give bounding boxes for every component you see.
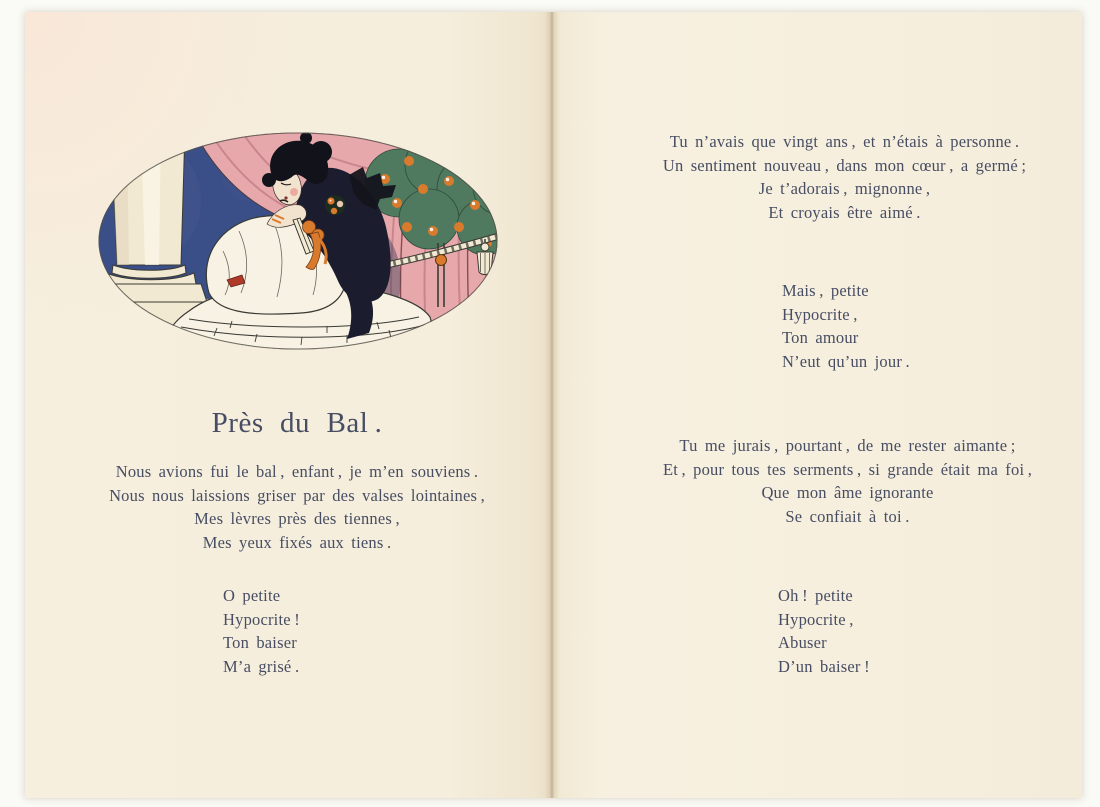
poem-line: O petite — [223, 586, 281, 605]
poem-line: Mais , petite — [782, 281, 869, 300]
cord-knot — [436, 255, 447, 266]
poem-title: Près du Bal . — [211, 407, 383, 439]
poem-line: Nous nous laissions griser par des valses lointaines , — [109, 485, 485, 505]
poem-line: Mes yeux fixés aux tiens . — [202, 532, 392, 552]
poem-line: Tu n’avais que vingt ans , et n’étais à personne . — [669, 132, 1020, 151]
poem-line: Mes lèvres près des tiennes , — [194, 509, 400, 528]
poem-line: Je t’adorais , mignonne , — [758, 179, 931, 198]
poem-line: Oh ! petite — [778, 586, 853, 605]
stanza — [551, 130, 1082, 224]
stanza — [25, 460, 551, 554]
left-page — [25, 12, 551, 798]
ball-vignette-illustration — [97, 131, 499, 351]
right-page — [551, 12, 1082, 798]
poem-line: Et , pour tous tes serments , si grande était ma foi , — [662, 459, 1033, 479]
poem-line: Et croyais être aimé . — [768, 202, 921, 222]
poem-line: Hypocrite , — [782, 304, 858, 324]
poem-line: Un sentiment nouveau , dans mon cœur , a germé ; — [662, 155, 1027, 175]
poem-line: Se confiait à toi . — [785, 506, 910, 526]
flower-corsage — [325, 195, 345, 215]
poem-line: Nous avions fui le bal , enfant , je m’en souviens . — [115, 462, 479, 481]
poem-line: M’a grisé . — [223, 656, 300, 676]
poem-line: Tu me jurais , pourtant , de me rester aimante ; — [679, 436, 1016, 455]
stanza — [551, 434, 1082, 528]
poem-line: Ton baiser — [223, 633, 297, 652]
poem-line: Hypocrite , — [778, 609, 854, 629]
stanza — [778, 584, 870, 678]
oval-vignette — [97, 131, 499, 351]
poem-line: Abuser — [778, 633, 827, 652]
poem-line: N’eut qu’un jour . — [782, 351, 910, 371]
poem-line: Ton amour — [782, 328, 859, 347]
stanza — [782, 279, 910, 373]
book-spread — [25, 12, 1082, 798]
stanza — [223, 584, 300, 678]
poem-line: Que mon âme ignorante — [761, 483, 934, 502]
poem-line: D’un baiser ! — [778, 656, 870, 676]
poem-line: Hypocrite ! — [223, 609, 300, 629]
